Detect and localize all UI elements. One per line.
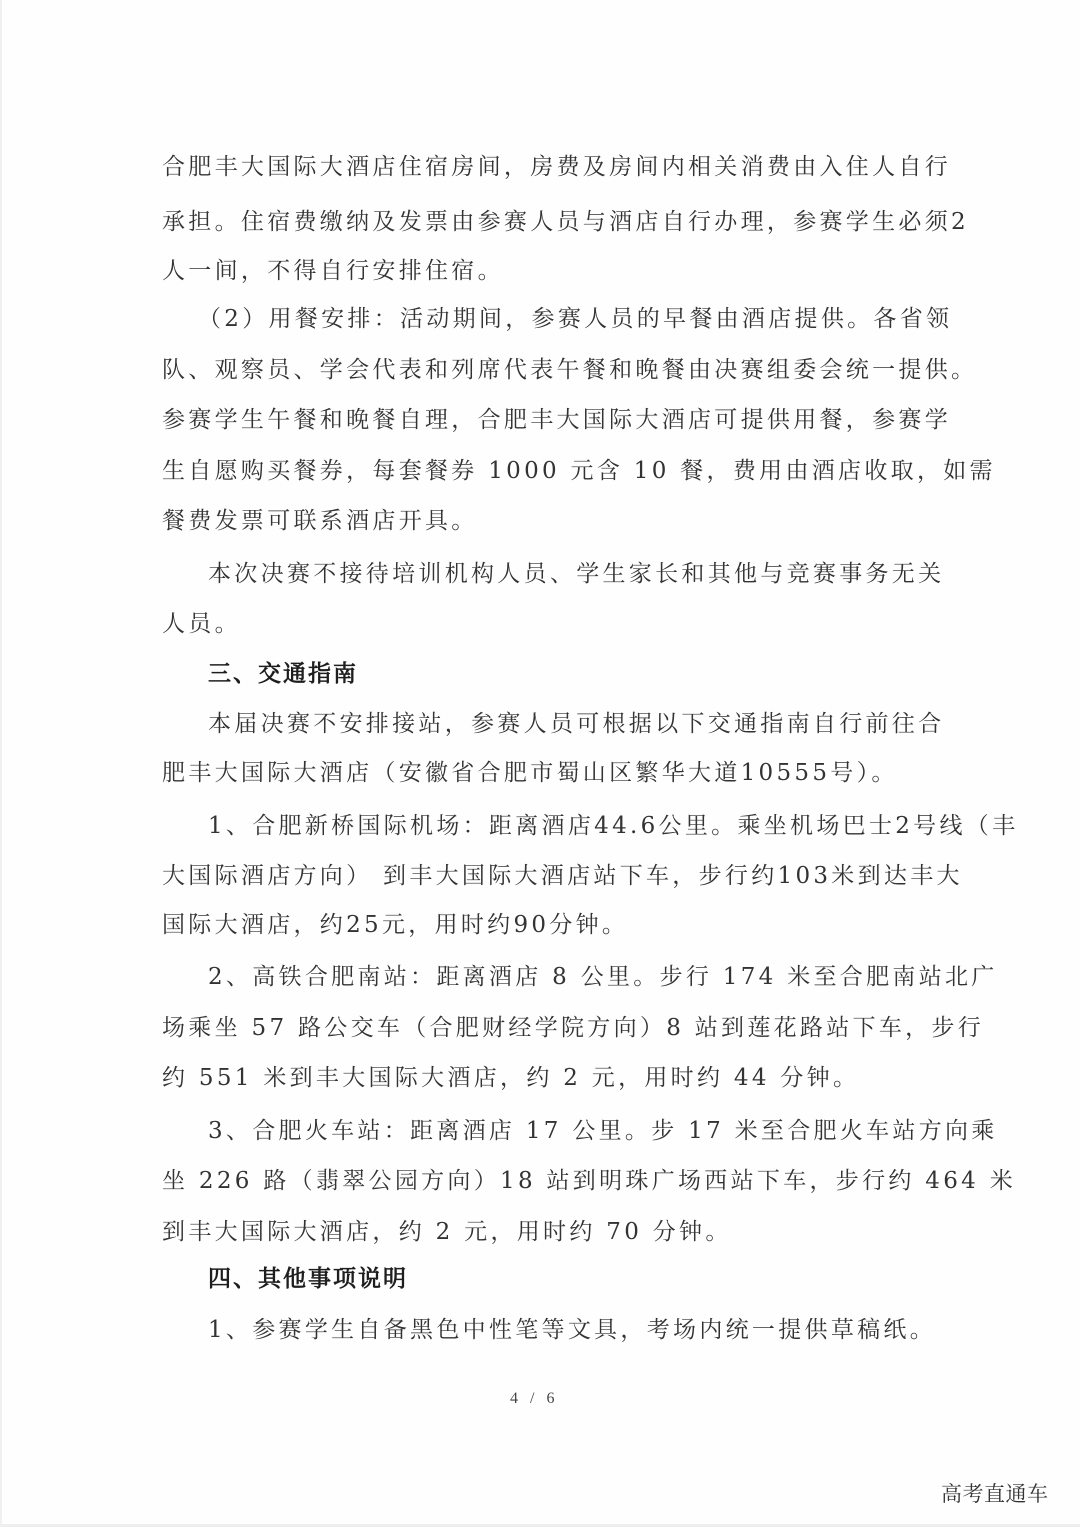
paragraph-line: 肥丰大国际大酒店（安徽省合肥市蜀山区繁华大道10555号）。 [162,760,898,786]
paragraph-line: 1、合肥新桥国际机场：距离酒店44.6公里。乘坐机场巴士2号线（丰 [208,813,1019,839]
section-heading-transport: 三、交通指南 [208,661,358,687]
page-number: 4 / 6 [510,1390,559,1407]
paragraph-line: 到丰大国际大酒店，约 2 元，用时约 70 分钟。 [162,1219,732,1245]
watermark-text: 高考直通车 [941,1482,1049,1506]
paragraph-line: 场乘坐 57 路公交车（合肥财经学院方向）8 站到莲花路站下车，步行 [162,1015,985,1041]
paragraph-line: 本次决赛不接待培训机构人员、学生家长和其他与竞赛事务无关 [208,561,945,587]
paragraph-line: （2）用餐安排：活动期间，参赛人员的早餐由酒店提供。各省领 [198,306,953,332]
paragraph-line: 3、合肥火车站：距离酒店 17 公里。步 17 米至合肥火车站方向乘 [208,1118,998,1144]
paragraph-line: 本届决赛不安排接站，参赛人员可根据以下交通指南自行前往合 [208,711,945,737]
paragraph-line: 人员。 [162,611,241,637]
paragraph-line: 国际大酒店，约25元，用时约90分钟。 [162,912,629,938]
paragraph-line: 餐费发票可联系酒店开具。 [162,508,478,534]
paragraph-line: 队、观察员、学会代表和列席代表午餐和晚餐由决赛组委会统一提供。 [162,357,978,383]
paragraph-line: 参赛学生午餐和晚餐自理，合肥丰大国际大酒店可提供用餐，参赛学 [162,407,951,433]
paragraph-line: 人一间，不得自行安排住宿。 [162,258,504,284]
section-heading-other: 四、其他事项说明 [208,1266,408,1292]
paragraph-line: 约 551 米到丰大国际大酒店，约 2 元，用时约 44 分钟。 [162,1065,860,1091]
paragraph-line: 坐 226 路（翡翠公园方向）18 站到明珠广场西站下车，步行约 464 米 [162,1168,1017,1194]
paragraph-line: 2、高铁合肥南站：距离酒店 8 公里。步行 174 米至合肥南站北广 [208,964,998,990]
paragraph-line: 承担。住宿费缴纳及发票由参赛人员与酒店自行办理，参赛学生必须2 [162,209,969,235]
paragraph-line: 大国际酒店方向） 到丰大国际大酒店站下车，步行约103米到达丰大 [162,863,963,889]
paragraph-line: 1、参赛学生自备黑色中性笔等文具，考场内统一提供草稿纸。 [208,1317,937,1343]
paragraph-line: 合肥丰大国际大酒店住宿房间，房费及房间内相关消费由入住人自行 [162,154,951,180]
paragraph-line: 生自愿购买餐券，每套餐券 1000 元含 10 餐，费用由酒店收取，如需 [162,458,996,484]
